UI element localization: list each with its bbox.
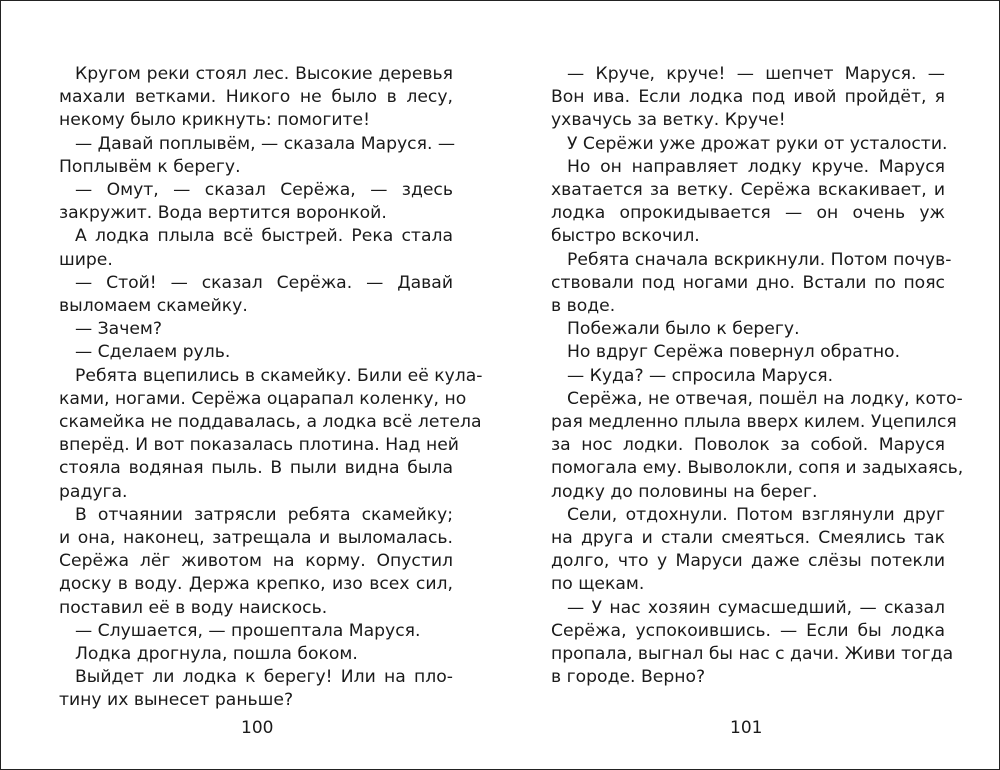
text-line: Ребята вцепились в скамейку. Били её кула- [75, 365, 483, 386]
paragraph [59, 620, 453, 643]
text-line: Вон ива. Если лодка под ивой пройдёт, я [551, 87, 945, 108]
paragraph [59, 504, 453, 620]
left-page-text [59, 63, 483, 713]
text-line: закружит. Вода вертится воронкой. [59, 203, 387, 224]
text-line: вперёд. И вот показалась плотина. Над ней [59, 435, 459, 456]
text-line: — Круче, круче! — шепчет Маруся. — [567, 64, 945, 84]
text-line: рая медленно плыла вверх килем. Уцепился [551, 412, 957, 433]
text-line: помогала ему. Выволокли, сопя и задыхаясь, [551, 458, 964, 479]
text-line: В отчаянии затрясли ребята скамейку; [75, 504, 453, 525]
text-line: скамейка не поддавалась, а лодка всё летела [59, 412, 482, 433]
text-line: долго, что у Маруси даже слёзы потекли [551, 551, 945, 572]
paragraph [551, 388, 964, 504]
text-line: стояла водяная пыль. В пыли видна была [59, 458, 453, 479]
text-line: хватается за ветку. Серёжа вскакивает, и [551, 180, 945, 201]
text-line: выломаем скамейку. [59, 296, 248, 317]
paragraph [551, 133, 948, 156]
text-line: махали ветками. Никого не было в лесу, [59, 87, 453, 108]
text-line: Поплывём к берегу. [59, 156, 241, 177]
text-line: лодку до половины на берег. [551, 481, 818, 502]
text-line: быстро вскочил. [551, 226, 700, 247]
text-line: Серёжа лёг животом на корму. Опустил [59, 551, 453, 572]
paragraph [551, 63, 945, 133]
text-line: на друга и стали смеяться. Смеялись так [551, 528, 945, 549]
paragraph [551, 156, 945, 249]
text-line: некому было крикнуть: помогите! [59, 110, 371, 131]
text-line: А лодка плыла всё быстрей. Река стала [75, 226, 453, 247]
paragraph [551, 318, 945, 341]
paragraph [551, 341, 945, 364]
right-page-text [551, 63, 964, 689]
text-line: Ребята сначала вскрикнули. Потом почув- [567, 249, 952, 270]
text-line: Лодка дрогнула, пошла боком. [75, 644, 358, 665]
text-line: Серёжа, успокоившись. — Если бы лодка [551, 620, 945, 641]
text-line: доску в воду. Держа крепко, изо всех сил, [59, 574, 453, 595]
text-line: в городе. Верно? [551, 667, 706, 688]
text-line: Кругом реки стоял лес. Высокие деревья [75, 64, 453, 84]
paragraph [551, 504, 945, 597]
text-line: по щекам. [551, 574, 645, 595]
text-line: — У нас хозяин сумасшедший, — сказал [567, 597, 945, 618]
text-line: и она, наконец, затрещала и выломалась. [59, 528, 453, 549]
text-line: Но он направляет лодку круче. Маруся [567, 156, 945, 177]
paragraph [59, 318, 453, 341]
text-line: Серёжа, не отвечая, пошёл на лодку, кото- [567, 388, 963, 409]
text-line: ухвачусь за ветку. Круче! [551, 110, 786, 131]
paragraph [551, 597, 954, 690]
paragraph [551, 249, 952, 319]
paragraph [59, 133, 456, 179]
text-line: — Зачем? [75, 319, 163, 340]
text-line: пропала, выгнал бы нас с дачи. Живи тогда [551, 644, 954, 665]
text-line: Но вдруг Серёжа повернул обратно. [567, 342, 901, 363]
text-line: У Серёжи уже дрожат руки от усталости. [567, 133, 948, 154]
text-line: Побежали было к берегу. [567, 319, 800, 340]
text-line: лодка опрокидывается — он очень уж [551, 203, 945, 224]
left-page-number: 100 [241, 718, 274, 738]
paragraph [59, 666, 453, 712]
text-line: ками, ногами. Серёжа оцарапал коленку, но [59, 388, 467, 409]
text-line: за нос лодки. Поволок за собой. Маруся [551, 435, 945, 456]
text-line: тину их вынесет раньше? [59, 690, 294, 711]
text-line: шире. [59, 249, 113, 270]
text-line: — Давай поплывём, — сказала Маруся. — [75, 133, 456, 154]
text-line: поставил её в воду наискось. [59, 597, 328, 618]
paragraph [59, 272, 453, 318]
paragraph [59, 225, 453, 271]
text-line: Сели, отдохнули. Потом взглянули друг [567, 504, 945, 525]
text-line: — Омут, — сказал Серёжа, — здесь [75, 180, 453, 201]
text-line: — Стой! — сказал Серёжа. — Давай [75, 272, 453, 293]
paragraph [59, 63, 453, 133]
text-line: в воде. [551, 296, 616, 317]
text-line: — Куда? — спросила Маруся. [567, 365, 834, 386]
text-line: ствовали под ногами дно. Встали по пояс [551, 272, 945, 293]
right-page-number: 101 [730, 718, 763, 738]
paragraph [59, 341, 453, 364]
paragraph [59, 179, 453, 225]
text-line: Выйдет ли лодка к берегу! Или на пло- [75, 667, 453, 688]
text-line: — Сделаем руль. [75, 342, 231, 363]
text-line: — Слушается, — прошептала Маруся. [75, 620, 421, 641]
paragraph [59, 643, 453, 666]
paragraph [59, 365, 483, 504]
text-line: радуга. [59, 481, 128, 502]
paragraph [551, 365, 945, 388]
